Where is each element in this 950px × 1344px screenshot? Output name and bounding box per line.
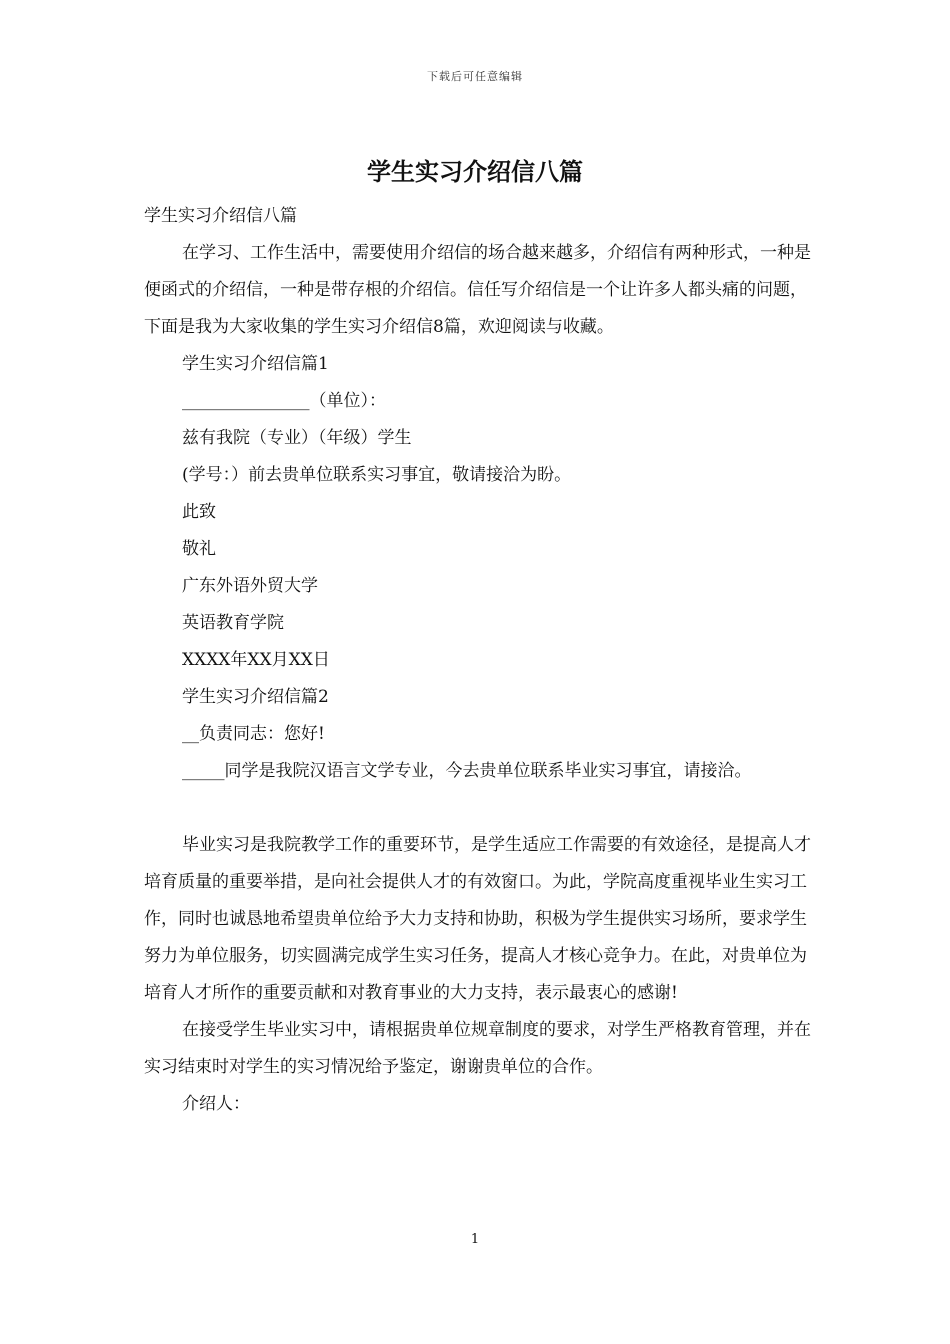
letter2-paragraph1: 毕业实习是我院教学工作的重要环节，是学生适应工作需要的有效途径，是提高人才培育质量的重要举措，是向社会提供人才的有效窗口。为此，学院高度重视毕业生实习工作，同时也诚恳地希望贵单位给予大力支持和协助，积极为学生提供实习场所，要求学生努力为单位服务，切实圆满完成学生实习任务，提高人才核心竞争力。在此，对贵单位为培育人才所作的重要贡献和对教育事业的大力支持，表示最衷心的感谢! [144,835,811,1003]
letter1-recipient: _______________（单位）： [182,391,386,411]
page-number: 1 [470,1232,480,1247]
letter2-paragraph2: 在接受学生毕业实习中，请根据贵单位规章制度的要求，对学生严格教育管理，并在实习结束时对学生的实习情况给予鉴定，谢谢贵单位的合作。 [144,1020,811,1077]
document-body [144,198,820,1123]
letter2-line1: _____同学是我院汉语言文学专业，今去贵单位联系毕业实习事宜，请接洽。 [182,761,752,781]
letter2-introducer: 介绍人： [182,1094,250,1114]
letter1-heading: 学生实习介绍信篇1 [182,354,329,374]
blank-line [144,790,820,827]
letter1-line2: (学号：）前去贵单位联系实习事宜，敬请接洽为盼。 [182,465,572,485]
letter1-org1: 广东外语外贸大学 [182,576,318,596]
letter1-org2: 英语教育学院 [182,613,284,633]
document-title: 学生实习介绍信八篇 [367,157,583,186]
letter1-line1: 兹有我院（专业）（年级）学生 [182,428,412,448]
letter1-closing2: 敬礼 [182,539,216,559]
header-note: 下载后可任意编辑 [427,70,523,83]
letter2-greeting: __负责同志：您好! [182,724,325,744]
letter1-date: XXXX年XX月XX日 [182,650,330,670]
intro-paragraph: 在学习、工作生活中，需要使用介绍信的场合越来越多，介绍信有两种形式，一种是便函式的介绍信，一种是带存根的介绍信。信任写介绍信是一个让许多人都头痛的问题，下面是我为大家收集的学生实习介绍信8篇，欢迎阅读与收藏。 [144,243,811,337]
letter2-heading: 学生实习介绍信篇2 [182,687,329,707]
letter1-closing1: 此致 [182,502,216,522]
subtitle: 学生实习介绍信八篇 [144,206,297,226]
